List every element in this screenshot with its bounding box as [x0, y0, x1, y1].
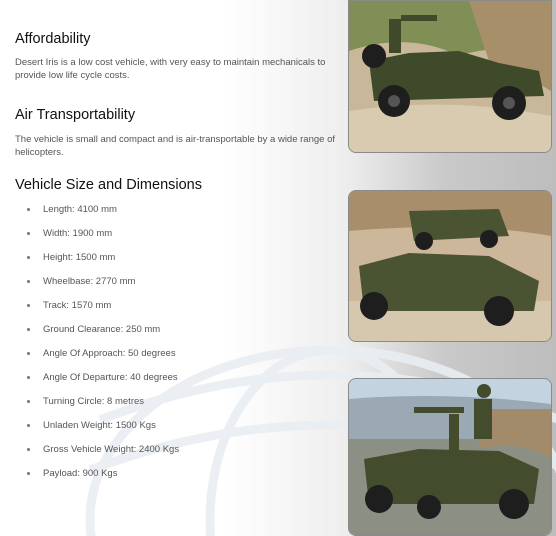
spec-item: Length: 4100 mm — [27, 204, 179, 228]
spec-item: Track: 1570 mm — [27, 300, 179, 324]
heading-air-transportability: Air Transportability — [15, 107, 136, 123]
spec-item: Angle Of Approach: 50 degrees — [27, 348, 179, 372]
vehicle-photo-1 — [348, 0, 552, 153]
affordability-text: Desert Iris is a low cost vehicle, with very easy to maintain mechanicals to provide low life cycle costs. — [15, 57, 326, 81]
spec-item: Wheelbase: 2770 mm — [27, 276, 179, 300]
spec-item: Turning Circle: 8 metres — [27, 396, 179, 420]
spec-item: Ground Clearance: 250 mm — [27, 324, 179, 348]
air-transportability-text: The vehicle is small and compact and is air-transportable by a wide range of helicopters. — [15, 134, 335, 158]
vehicle-photo-3 — [348, 378, 552, 536]
spec-item: Gross Vehicle Weight: 2400 Kgs — [27, 444, 179, 468]
heading-affordability: Affordability — [15, 31, 91, 47]
spec-item: Width: 1900 mm — [27, 228, 179, 252]
specs-list — [27, 204, 179, 492]
spec-item: Payload: 900 Kgs — [27, 468, 179, 492]
heading-vehicle-size: Vehicle Size and Dimensions — [15, 177, 202, 193]
vehicle-photo-2 — [348, 190, 552, 342]
spec-item: Unladen Weight: 1500 Kgs — [27, 420, 179, 444]
spec-item: Angle Of Departure: 40 degrees — [27, 372, 179, 396]
spec-item: Height: 1500 mm — [27, 252, 179, 276]
